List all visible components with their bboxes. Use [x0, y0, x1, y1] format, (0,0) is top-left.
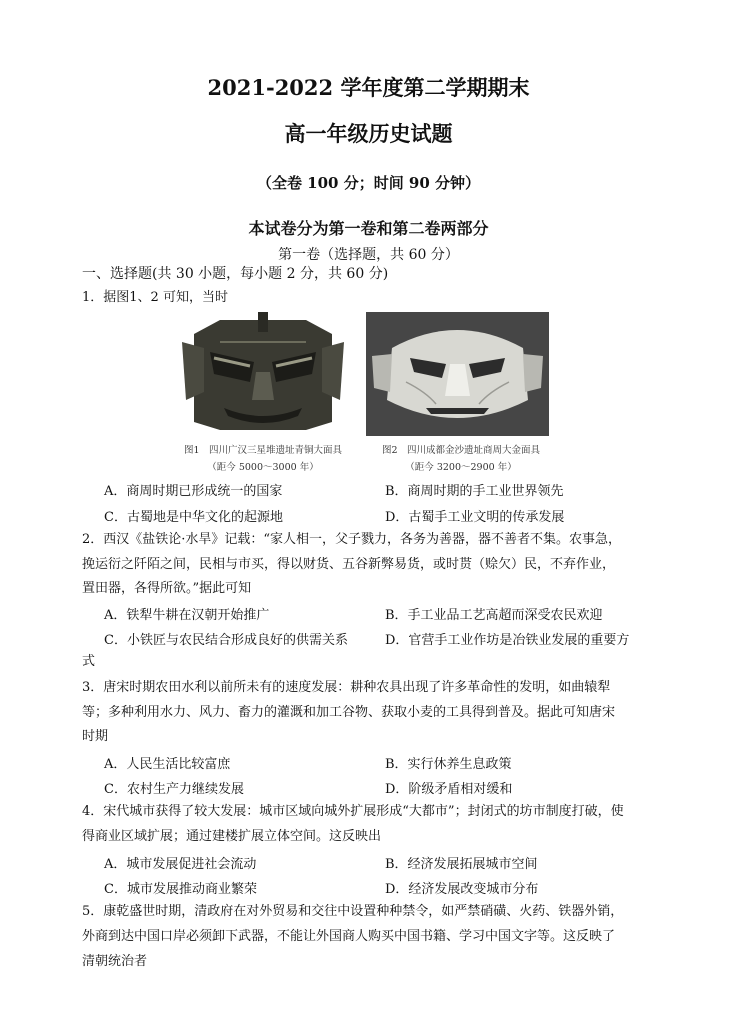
bronze-mask-image: [180, 312, 346, 436]
fig2-caption: 图2 四川成都金沙遗址商周大金面具: [381, 445, 541, 456]
q2-option-a: A．铁犁牛耕在汉朝开始推广: [104, 608, 270, 623]
exam-title-subject: 高一年级历史试题: [284, 121, 453, 146]
q2-option-b: B．手工业品工艺高超而深受农民欢迎: [385, 608, 603, 623]
q3-line2: 等；多种利用水力、风力、畜力的灌溉和加工谷物、获取小麦的工具得到普及。据此可知唐宋: [82, 705, 616, 720]
q2-line2: 挽运衍之阡陌之间，民相与市买，得以财货、五谷新弊易货，或时贳（赊欠）民，不弃作业，: [82, 557, 616, 572]
q4-option-b: B．经济发展拓展城市空间: [385, 857, 538, 872]
fig1-date: （距今 5000～3000 年）: [207, 462, 319, 473]
q5-line1: 5．康乾盛世时期，清政府在对外贸易和交往中设置种种禁令，如严禁硝磺、火药、铁器外销，: [82, 904, 624, 919]
exam-title-year: 2021-2022 学年度第二学期期末: [207, 75, 530, 100]
section-one-heading: 一、选择题(共 30 小题，每小题 2 分，共 60 分): [82, 266, 389, 282]
q4-option-d: D．经济发展改变城市分布: [385, 882, 539, 897]
q4-line2: 得商业区域扩展；通过建楼扩展立体空间。这反映出: [82, 829, 382, 844]
fig1-caption: 图1 四川广汉三星堆遗址青铜大面具: [183, 445, 343, 456]
q1-option-d: D．古蜀手工业文明的传承发展: [385, 510, 565, 525]
q5-line3: 清朝统治者: [82, 954, 148, 969]
q3-line3: 时期: [82, 729, 109, 744]
q2-option-c: C．小铁匠与农民结合形成良好的供需关系: [104, 633, 348, 648]
q2-line3: 置田器，各得所欲。”据此可知: [82, 581, 252, 596]
q1-option-a: A．商周时期已形成统一的国家: [104, 484, 283, 499]
q3-option-b: B．实行休养生息政策: [385, 757, 512, 772]
volume-one-heading: 第一卷（选择题，共 60 分）: [278, 247, 459, 263]
score-time-note: （全卷 100 分；时间 90 分钟）: [256, 174, 481, 192]
gold-mask-image: [366, 312, 549, 436]
q2-option-d-continued: 式: [82, 654, 96, 669]
q2-option-d: D．官营手工业作坊是冶铁业发展的重要方: [385, 633, 630, 648]
q3-line1: 3．唐宋时期农田水利以前所未有的速度发展：耕种农具出现了许多革命性的发明，如曲辕犁: [82, 680, 611, 695]
q3-option-d: D．阶级矛盾相对缓和: [385, 782, 513, 797]
q1-option-b: B．商周时期的手工业世界领先: [385, 484, 564, 499]
q5-line2: 外商到达中国口岸必须卸下武器，不能让外国商人购买中国书籍、学习中国文字等。这反映了: [82, 929, 616, 944]
q4-option-a: A．城市发展促进社会流动: [104, 857, 257, 872]
q3-option-c: C．农村生产力继续发展: [104, 782, 244, 797]
q4-option-c: C．城市发展推动商业繁荣: [104, 882, 257, 897]
parts-note: 本试卷分为第一卷和第二卷两部分: [248, 219, 489, 238]
q3-option-a: A．人民生活比较富庶: [104, 757, 231, 772]
q1-option-c: C．古蜀地是中华文化的起源地: [104, 510, 283, 525]
fig2-date: （距今 3200～2900 年）: [405, 462, 517, 473]
q1-stem: 1．据图1、2 可知，当时: [82, 290, 228, 305]
q4-line1: 4．宋代城市获得了较大发展：城市区域向城外扩展形成“大都市”；封闭式的坊市制度打破，使: [82, 804, 624, 819]
q2-line1: 2．西汉《盐铁论·水旱》记载：“家人相一，父子戮力，各务为善器，器不善者不集。农事急，: [82, 532, 622, 547]
